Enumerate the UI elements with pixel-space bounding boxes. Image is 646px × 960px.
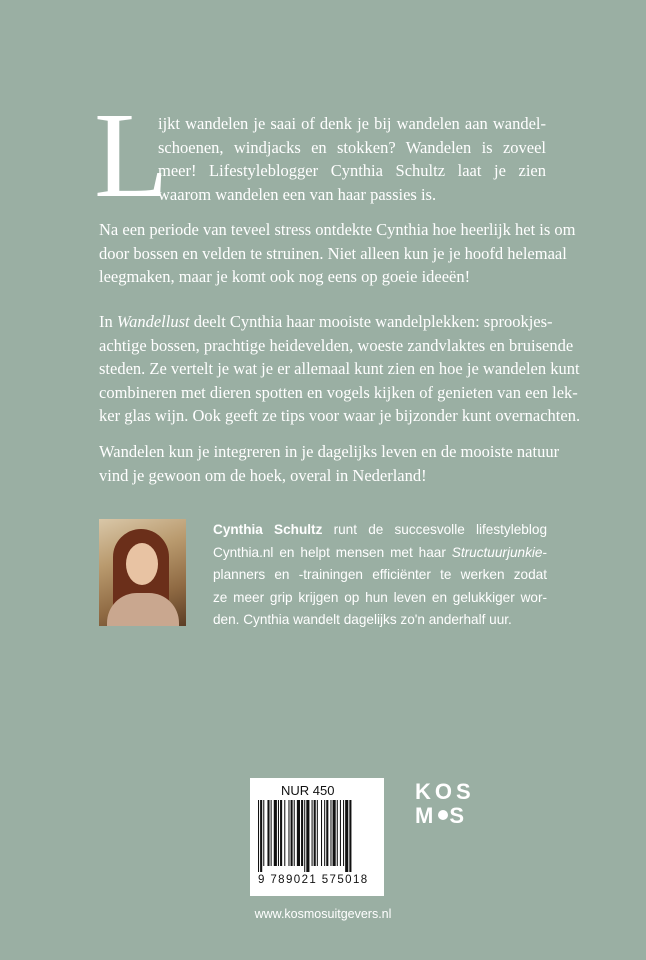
paragraph-line: Na een periode van teveel stress ontdekte Cynthia hoe heerlijk het is om (99, 220, 576, 239)
bio-line (213, 519, 547, 542)
barcode-bar (306, 800, 309, 872)
barcode-bar (294, 800, 295, 866)
intro-line: meer! Lifestyleblogger Cynthia Schultz laat je zien (158, 161, 546, 180)
barcode-bar (291, 800, 293, 866)
text-segment: runt de succesvolle lifestyleblog (322, 522, 547, 537)
barcode-bar (314, 800, 316, 866)
barcode-bar (349, 800, 351, 872)
paragraph-line: steden. Ze vertelt je wat je er allemaal kunt zien en hoe je wandelen kunt (99, 359, 580, 378)
barcode-bar (274, 800, 277, 866)
barcode-bar (260, 800, 262, 872)
barcode-bar (271, 800, 272, 866)
author-name: Cynthia Schultz (213, 522, 323, 537)
paragraph-line: achtige bossen, prachtige heidevelden, woeste zandvlaktes en bruisende (99, 335, 574, 355)
barcode-bar (263, 800, 264, 866)
barcode-bar (278, 800, 279, 866)
nur-code: NUR 450 (281, 783, 335, 798)
intro-line: schoenen, windjacks en stokken? Wandelen is zoveel (158, 137, 546, 157)
paragraph-nederland (99, 440, 560, 487)
barcode-bar (345, 800, 348, 872)
product-name: Structuurjunkie (451, 544, 543, 560)
barcode-bar (326, 800, 328, 866)
paragraph-line: Wandelen kun je integreren in je dagelijks leven en de mooiste natuur (99, 442, 560, 461)
author-photo (99, 519, 186, 626)
isbn-number: 9 789021 575018 (258, 874, 369, 886)
barcode-bar (324, 800, 325, 866)
author-photo-face (126, 543, 158, 585)
barcode-bar (288, 800, 289, 866)
paragraph-stress (99, 218, 576, 289)
paragraph-wandellust (99, 310, 581, 428)
barcode-bar (301, 800, 303, 866)
bio-line: den. Cynthia wandelt dagelijks zo'n anderhalf uur. (213, 612, 512, 627)
logo-letter: M (415, 803, 438, 828)
paragraph-line: ker glas wijn. Ook geeft ze tips voor waar je bijzonder kunt overnachten. (99, 406, 581, 425)
barcode-bar (337, 800, 338, 866)
logo-top: KOS (415, 779, 475, 804)
paragraph-line: door bossen en velden te struinen. Niet alleen kun je je hoofd helemaal (99, 243, 567, 263)
bio-line: ze meer grip krijgen op hun leven en gelukkiger wor- (213, 589, 547, 605)
text-segment: - (542, 544, 547, 560)
bio-line (213, 542, 547, 565)
publisher-url: www.kosmosuitgevers.nl (254, 907, 392, 921)
book-title: Wandellust (116, 312, 190, 331)
barcode-bar (330, 800, 331, 866)
intro-line: ijkt wandelen je saai of denk je bij wandelen aan wandel- (158, 114, 546, 133)
logo-bottom (415, 804, 485, 828)
barcode-bar (317, 800, 318, 866)
barcode-bar (297, 800, 300, 866)
kosmos-logo (415, 780, 485, 830)
logo-letter: S (449, 803, 469, 828)
barcode-bar (267, 800, 269, 866)
drop-cap: L (94, 88, 169, 223)
author-bio (213, 519, 547, 632)
barcode-bars (258, 800, 378, 872)
paragraph-line (99, 310, 553, 334)
paragraph-line: vind je gewoon om de hoek, overal in Nederland! (99, 465, 427, 485)
barcode-bar (333, 800, 336, 866)
paragraph-line: leegmaken, maar je komt ook nog eens op goeie ideeën! (99, 267, 471, 286)
barcode-bar (340, 800, 341, 866)
barcode-bar (343, 800, 344, 866)
text-segment: In (99, 312, 117, 331)
bio-line: planners en -trainingen efficiënter te werken zodat (213, 567, 547, 582)
paragraph-line: combineren met dieren spotten en vogels kijken of genieten van een lek- (99, 382, 578, 402)
intro-paragraph (158, 112, 546, 206)
barcode-bar (284, 800, 285, 866)
barcode-bar (321, 800, 322, 866)
barcode-bar (258, 800, 259, 872)
barcode-bar (280, 800, 282, 866)
logo-dot (438, 810, 448, 820)
intro-line: waarom wandelen een van haar passies is. (158, 184, 437, 204)
barcode-bar (304, 800, 305, 872)
barcode-bar (312, 800, 313, 866)
text-segment: Cynthia.nl en helpt mensen met haar (213, 544, 452, 560)
text-segment: deelt Cynthia haar mooiste wandelplekken: sprookjes- (189, 312, 553, 331)
